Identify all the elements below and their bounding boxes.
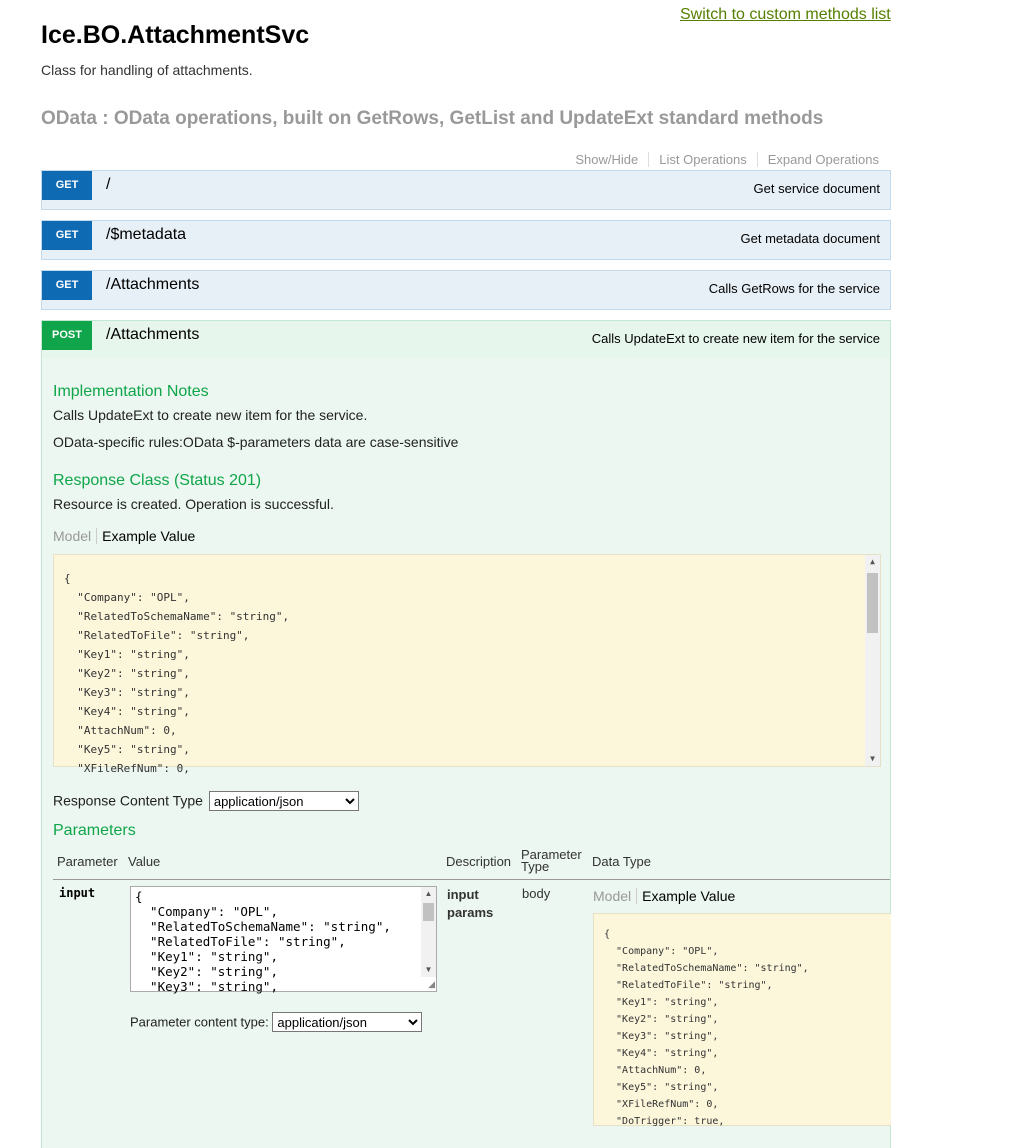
operation-get-metadata[interactable] — [41, 220, 891, 260]
scroll-thumb[interactable] — [867, 573, 878, 633]
response-example-code[interactable] — [53, 554, 881, 775]
param-datatype-code[interactable] — [593, 913, 891, 1126]
post-operation-details — [41, 358, 891, 1148]
response-example-json: { "Company": "OPL", "RelatedToSchemaName": "string", "RelatedToFile": "string", "Key1": "string", "Key2": "string", "Key3": "string", "Key4": "string", "AttachNum": 0, "Key5": "string", "XFileRefNum": 0, — [64, 572, 290, 775]
list-operations-link[interactable]: List Operations — [649, 152, 757, 167]
operation-path[interactable]: /Attachments — [106, 276, 200, 293]
vertical-scrollbar[interactable] — [865, 555, 880, 766]
operation-path[interactable]: / — [106, 176, 111, 193]
param-description: input params — [447, 887, 494, 920]
operation-summary[interactable]: Get metadata document — [740, 231, 880, 246]
col-parameter-type: Parameter Type — [521, 847, 582, 874]
param-content-type-row — [130, 1012, 422, 1032]
model-tab[interactable]: Model — [53, 528, 97, 544]
http-verb-badge[interactable]: GET — [42, 221, 92, 250]
response-content-type-row — [53, 791, 359, 811]
section-title[interactable]: OData : OData operations, built on GetRows, GetList and UpdateExt standard methods — [41, 108, 824, 129]
operations-links — [565, 152, 879, 167]
param-type: body — [522, 886, 551, 901]
operation-get-attachments[interactable] — [41, 270, 891, 310]
service-description: Class for handling of attachments. — [41, 62, 253, 78]
parameters-heading: Parameters — [53, 822, 136, 839]
param-datatype-json: { "Company": "OPL", "RelatedToSchemaName": "string", "RelatedToFile": "string", "Key1": "string", "Key2": "string", "Key3": "string", "Key4": "string", "AttachNum": 0, "Key5": "string", "XFileRefNum": 0, "DoTrigger": true, — [604, 929, 809, 1127]
textarea-scrollbar[interactable] — [421, 887, 436, 977]
param-model-tab[interactable]: Model — [593, 888, 637, 904]
response-model-tabs — [53, 528, 200, 544]
col-data-type: Data Type — [592, 854, 652, 869]
service-title: Ice.BO.AttachmentSvc — [41, 21, 310, 49]
response-content-type-label: Response Content Type — [53, 792, 203, 809]
http-verb-badge[interactable]: GET — [42, 271, 92, 300]
scroll-up-icon[interactable]: ▲ — [424, 889, 433, 898]
example-value-tab[interactable]: Example Value — [102, 528, 196, 544]
param-value-json: { "Company": "OPL", "RelatedToSchemaName": "string", "RelatedToFile": "string", "Key1": "string", "Key2": "string", "Key3": "string", — [135, 889, 391, 994]
response-class-text: Resource is created. Operation is successful. — [53, 496, 334, 512]
response-content-type-select[interactable] — [209, 791, 359, 811]
resize-grip-icon[interactable]: ◢ — [428, 979, 435, 989]
scroll-down-icon[interactable]: ▼ — [424, 965, 433, 974]
col-description: Description — [446, 854, 512, 869]
param-name: input — [59, 886, 96, 900]
operation-post-attachments[interactable] — [41, 320, 891, 360]
param-value-textarea[interactable] — [130, 886, 437, 992]
operation-summary[interactable]: Get service document — [753, 181, 880, 196]
operation-summary[interactable]: Calls UpdateExt to create new item for the service — [591, 331, 880, 346]
http-verb-badge[interactable]: GET — [42, 171, 92, 200]
param-model-tabs — [593, 888, 740, 904]
operation-get-root[interactable] — [41, 170, 891, 210]
scroll-up-icon[interactable]: ▲ — [870, 557, 875, 566]
col-value: Value — [128, 854, 161, 869]
scroll-thumb[interactable] — [423, 903, 434, 921]
switch-to-custom-methods-link[interactable]: Switch to custom methods list — [680, 6, 891, 23]
implementation-notes-text: Calls UpdateExt to create new item for the service. — [53, 407, 368, 423]
parameters-table-header — [53, 843, 890, 880]
col-parameter: Parameter — [57, 854, 118, 869]
show-hide-link[interactable]: Show/Hide — [565, 152, 649, 167]
scroll-down-icon[interactable]: ▼ — [870, 754, 875, 763]
param-content-type-label: Parameter content type: — [130, 1014, 269, 1030]
http-verb-badge[interactable]: POST — [42, 321, 92, 350]
odata-rules-text: OData-specific rules:OData $-parameters data are case-sensitive — [53, 434, 459, 450]
operation-summary[interactable]: Calls GetRows for the service — [708, 281, 880, 296]
response-class-heading: Response Class (Status 201) — [53, 472, 262, 489]
operation-path[interactable]: /Attachments — [106, 326, 200, 343]
expand-operations-link[interactable]: Expand Operations — [767, 152, 879, 167]
param-example-value-tab[interactable]: Example Value — [642, 888, 736, 904]
implementation-notes-heading: Implementation Notes — [53, 383, 209, 400]
param-content-type-select[interactable] — [272, 1012, 422, 1032]
operation-path[interactable]: /$metadata — [106, 226, 187, 243]
